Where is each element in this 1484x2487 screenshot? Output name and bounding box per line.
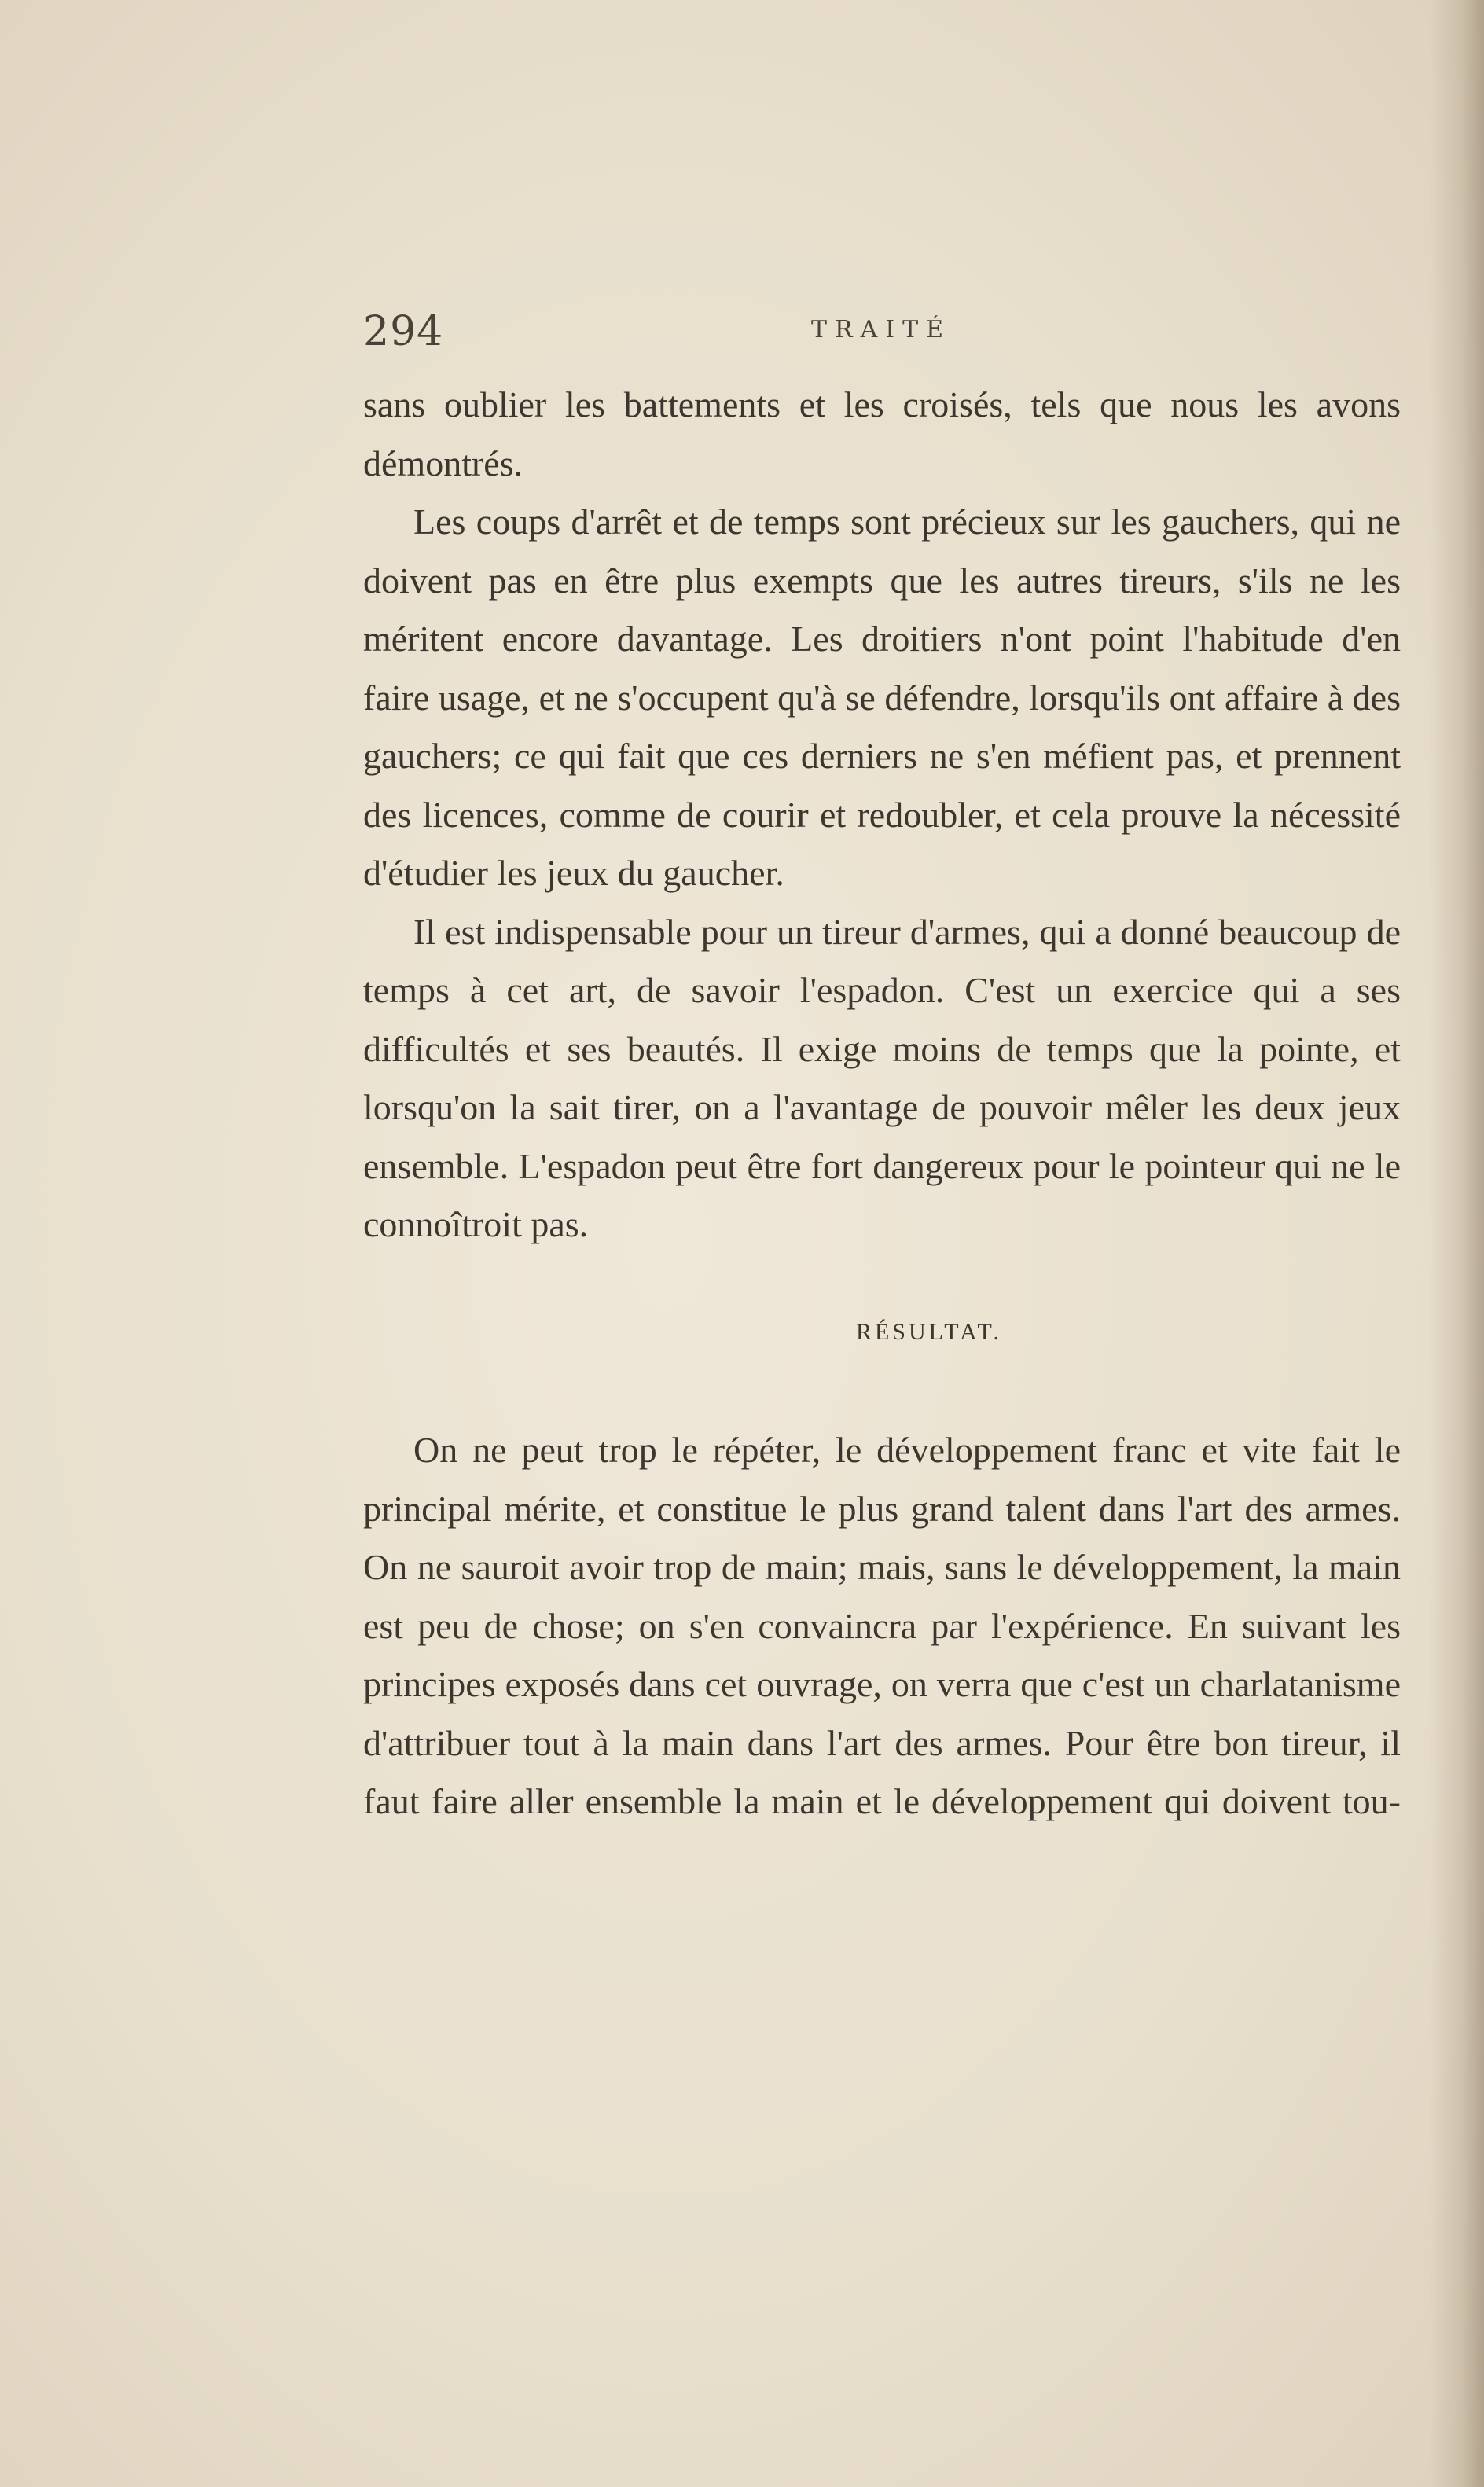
- paragraph-espadon: Il est indispensable pour un tireur d'armes, qui a donné beaucoup de temps à cet art, de savoir l'espadon. C'est un exercice qui a ses difficultés et ses beautés. Il exige moins de temps que la pointe, et lorsqu'on la sait tirer, on a l'avantage de pouvoir mêler les deux jeux ensemble. L'espadon peut être fort dangereux pour le pointeur qui ne le connoîtroit pas.: [363, 911, 1401, 1244]
- paragraph-gauchers: Les coups d'arrêt et de temps sont précieux sur les gauchers, qui ne doivent pas en être plus exempts que les autres tireurs, s'ils ne les méritent encore davantage. Les droitiers n'ont point l'habitude d'en faire usage, et ne s'occupent qu'à se défendre, lorsqu'ils ont affaire à des gauchers; ce qui fait que ces derniers ne s'en méfient pas, et prennent des licences, comme de courir et redoubler, et cela prouve la nécessité d'étudier les jeux du gaucher.: [363, 501, 1401, 893]
- text-block: [363, 376, 1401, 1831]
- section-heading: RÉSULTAT.: [855, 1318, 1003, 1345]
- page-number: 294: [363, 308, 444, 355]
- paragraph-resultat: On ne peut trop le répéter, le développement franc et vite fait le principal mérite, et constitue le plus grand talent dans l'art des armes. On ne sauroit avoir trop de main; mais, sans le développement, la main est peu de chose; on s'en convaincra par l'expérience. En suivant les principes exposés dans cet ouvrage, on verra que c'est un charlatanisme d'attribuer tout à la main dans l'art des armes. Pour être bon tireur, il faut faire aller ensemble la main et le développement qui doivent tou-: [363, 1430, 1401, 1821]
- running-head: [363, 308, 1409, 363]
- running-title: TRAITÉ: [811, 316, 952, 343]
- paragraph-continuation: sans oublier les battements et les croisés, tels que nous les avons démontrés.: [363, 384, 1401, 483]
- binding-shadow: [1429, 0, 1484, 2487]
